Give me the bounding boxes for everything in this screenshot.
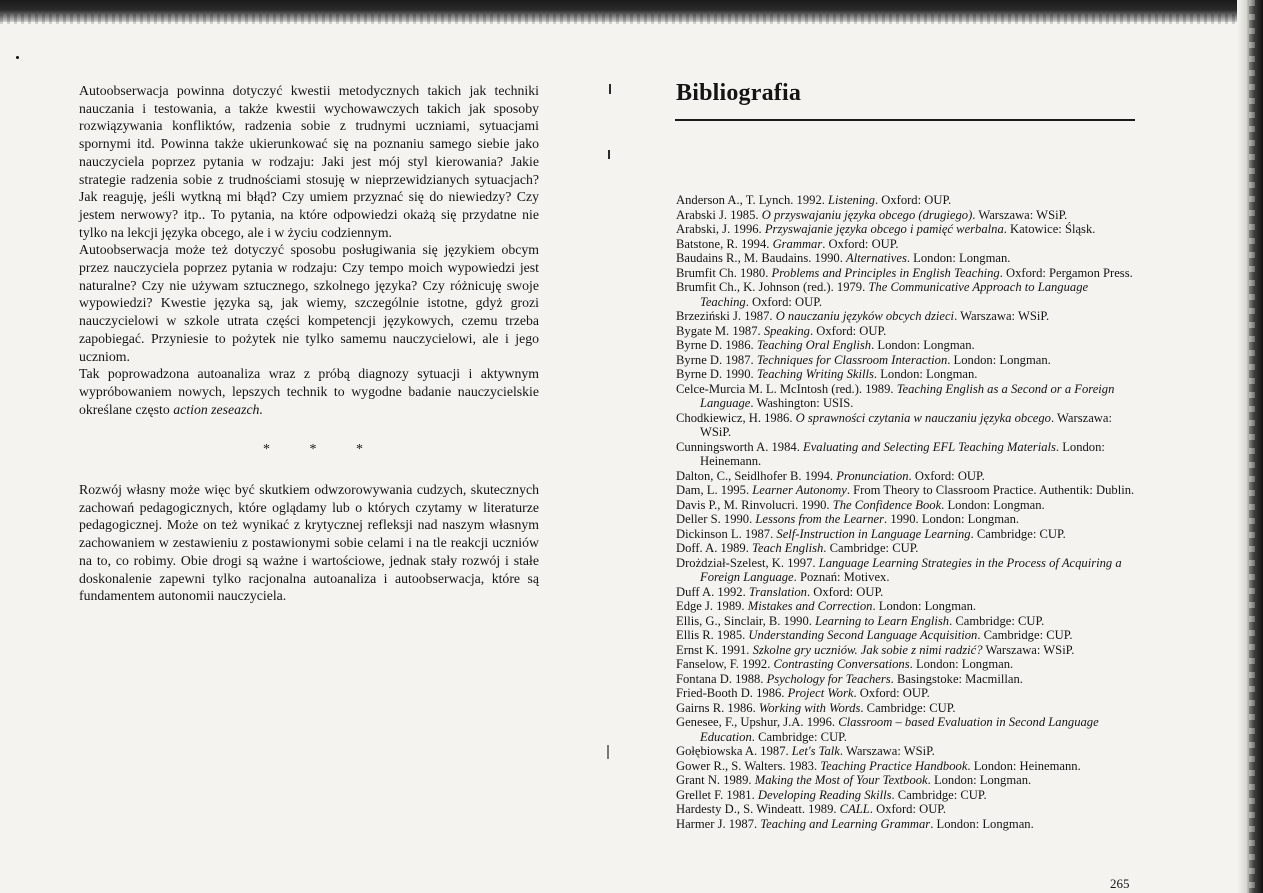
bibliography-entry [676,628,1138,643]
entry-publisher: . Oxford: OUP. [908,468,985,483]
entry-publisher: . Warszawa: WSiP. [972,207,1068,222]
page-number: 265 [1110,876,1130,891]
entry-title: Project Work [787,686,854,700]
entry-author: Fanselow, F. 1992. [676,657,774,671]
entry-author: Dalton, C., Seidlhofer B. 1994. [676,468,837,483]
entry-author: Dam, L. 1995. [676,483,753,497]
entry-title: Self-Instruction in Language Learning [776,526,971,541]
bibliography-entry [676,686,1138,701]
entry-title: Working with Words [758,700,861,715]
entry-author: Gairns R. 1986. [676,700,759,715]
entry-title: Teaching Writing Skills [756,367,874,381]
entry-publisher: . London: Longman. [909,657,1014,671]
entry-title: Contrasting Conversations [773,657,910,671]
bibliography-entry [676,599,1138,614]
bibliography-entry [676,222,1138,237]
entry-author: Grellet F. 1981. [676,787,758,802]
entry-author: Arabski, J. 1996. [676,222,765,236]
entry-publisher: . London: Longman. [872,599,977,613]
entry-title: Mistakes and Correction [747,599,873,613]
entry-publisher: . Oxford: OUP. [806,584,884,599]
bibliography-entry [676,237,1138,252]
entry-author: Byrne D. 1987. [676,352,757,367]
entry-title: Classroom – based Evaluation in Second Language Education [700,715,1099,744]
entry-publisher: . Cambridge: CUP. [823,541,919,555]
entry-author: Ellis, G., Sinclair, B. 1990. [676,613,816,628]
entry-publisher: . Cambridge: CUP. [949,613,1045,628]
bibliography-entry [676,367,1138,382]
entry-title: Teaching English as a Second or a Foreign Language [700,381,1115,410]
entry-publisher: . Cambridge: CUP. [977,628,1073,642]
bibliography-entry [676,193,1138,208]
entry-publisher: . From Theory to Classroom Practice. Authentik: Dublin. [846,483,1135,497]
entry-author: Gołębiowska A. 1987. [676,744,792,758]
entry-author: Celce-Murcia M. L. McIntosh (red.). 1989. [676,381,897,396]
entry-author: Brumfit Ch., K. Johnson (red.). 1979. [676,280,869,294]
entry-publisher: . Poznań: Motivex. [793,570,890,584]
entry-publisher: . 1990. London: Longman. [884,512,1020,526]
bibliography-entry [676,643,1138,658]
entry-title: Evaluating and Selecting EFL Teaching Materials [803,439,1056,454]
entry-publisher: . Oxford: OUP. [809,323,887,338]
entry-title: Developing Reading Skills [757,787,892,802]
bibliography-entry [676,382,1138,411]
bibliography-entry [676,817,1138,832]
scan-speck [16,56,19,59]
bibliography-entry [676,498,1138,513]
entry-author: Harmer J. 1987. [676,816,761,831]
entry-publisher: . Oxford: OUP. [869,802,947,816]
entry-author: Grant N. 1989. [676,773,755,787]
entry-title: The Confidence Book [832,497,942,512]
bibliography-entry [676,512,1138,527]
entry-title: Language Learning Strategies in the Process of Acquiring a Foreign Language [700,555,1122,584]
entry-author: Bygate M. 1987. [676,323,764,338]
entry-author: Fontana D. 1988. [676,671,767,686]
title-rule [675,119,1135,121]
bibliography-entry [676,802,1138,817]
bibliography-entry [676,788,1138,803]
entry-publisher: . Cambridge: CUP. [891,787,987,802]
entry-author: Anderson A., T. Lynch. 1992. [676,193,829,207]
entry-title: The Communicative Approach to Language Teaching [700,280,1089,309]
entry-author: Doff. A. 1989. [676,541,753,555]
entry-author: Batstone, R. 1994. [676,236,773,251]
entry-title: Speaking [763,323,810,338]
bibliography-entry [676,614,1138,629]
entry-title: Listening [828,193,875,207]
entry-title: Przyswajanie języka obcego i pamięć werbalna [764,222,1004,236]
bibliography-entry [676,440,1138,469]
entry-publisher: . London: Longman. [927,773,1032,787]
entry-publisher: . Warszawa: WSiP. [700,410,1112,439]
entry-author: Edge J. 1989. [676,599,748,613]
bibliography-entry [676,251,1138,266]
bibliography-entry [676,469,1138,484]
entry-title: Learner Autonomy [752,483,847,497]
entry-publisher: . London: Longman. [930,816,1034,831]
entry-publisher: . Oxford: Pergamon Press. [999,265,1133,280]
entry-title: Let's Talk [791,744,840,758]
entry-author: Cunningsworth A. 1984. [676,439,803,454]
entry-title: Psychology for Teachers [766,671,891,686]
entry-author: Davis P., M. Rinvolucri. 1990. [676,497,833,512]
paragraph: Autoobserwacja może też dotyczyć sposobu posługiwania się językiem obcym przez nauczyciela poprzez pytania w rodzaju: Czy tempo moich wypowiedzi jest naturalne? Czy nie używam sztucznego, szkolnego języka? Czy różnicuję swoje wypowiedzi? Kwestie języka są, jak wiemy, szczególnie istotne, gdyż grozi nauczycielowi w szkole utrata części kompetencji językowych, czemu trzeba zapobiegać. Przyniesie to pożytek nie tylko samemu nauczycielowi, ale i jego uczniom. [79,242,539,364]
entry-title: Grammar [772,236,823,251]
bibliography-entry [676,715,1138,744]
bibliography-entry [676,353,1138,368]
bibliography-entry [676,657,1138,672]
entry-publisher: . Basingstoke: Macmillan. [890,671,1023,686]
entry-title: Lessons from the Learner [755,512,885,526]
gutter-mark [609,84,611,94]
entry-title: Teaching Oral English [756,338,872,352]
left-page-text [79,82,539,605]
scan-right-noise [1249,0,1255,893]
entry-author: Hardesty D., S. Windeatt. 1989. [676,802,840,816]
bibliography-entry [676,585,1138,600]
entry-author: Fried-Booth D. 1986. [676,686,788,700]
entry-publisher: . Cambridge: CUP. [751,729,847,744]
entry-title: Teaching and Learning Grammar [760,816,931,831]
bibliography-entry [676,309,1138,324]
bibliography-entry [676,483,1138,498]
entry-publisher: . Oxford: OUP. [822,236,899,251]
entry-publisher: . Warszawa: WSiP. [954,309,1050,323]
entry-title: O sprawności czytania w nauczaniu języka obcego [795,410,1051,425]
paragraph [79,365,539,418]
entry-author: Byrne D. 1986. [676,338,757,352]
entry-publisher: . London: Longman. [941,497,1045,512]
entry-publisher: . London: Longman. [906,251,1011,265]
paragraph: Rozwój własny może więc być skutkiem odwzorowywania cudzych, skutecznych zachowań pedagogicznych, które oglądamy lub o których czytamy w literaturze pedagogicznej. Może on też wynikać z krytycznej refleksji nad naszym własnym zachowaniem w zestawieniu z postawionymi sobie celami i na tle reakcji uczniów na to, co robimy. Obie drogi są ważne i wartościowe, jednak stały rozwój i stałe doskonalenie zapewni tylko racjonalna autoanaliza i autoobserwacja, które są fundamentem autonomii nauczyciela. [79,482,539,604]
paragraph: Autoobserwacja powinna dotyczyć kwestii metodycznych takich jak techniki nauczania i testowania, a także kwestii wychowawczych takich jak sposoby rozwiązywania konfliktów, radzenia sobie z trudnymi uczniami, sytuacjami spornymi itd. Powinna także ukierunkować się na poznaniu samego siebie jako nauczyciela poprzez pytania w rodzaju: Jaki jest mój styl kierowania? Jakie strategie radzenia sobie z trudnościami stosuję w nieprzewidzianych sytuacjach? Jak reaguję, jeśli wytkną mi błąd? Czy umiem przyznać się do niewiedzy? Czy jestem nerwowy? itp.. To pytania, na które odpowiedzi okażą się przydatne nie tylko na lekcji języka obcego, ale i w życiu codziennym. [79,83,539,240]
entry-publisher: . Cambridge: CUP. [860,700,956,715]
entry-publisher: . London: Heinemann. [967,758,1081,773]
entry-author: Brzeziński J. 1987. [676,309,776,323]
page-title: Bibliografia [676,80,802,106]
bibliography-entry [676,701,1138,716]
entry-title: Pronunciation [836,468,909,483]
entry-title: O przyswajaniu języka obcego (drugiego) [761,207,973,222]
entry-title: Understanding Second Language Acquisition [748,628,978,642]
entry-author: Drożdział-Szelest, K. 1997. [676,555,819,570]
entry-publisher: . London: Longman. [947,352,1051,367]
entry-author: Duff A. 1992. [676,584,749,599]
entry-author: Baudains R., M. Baudains. 1990. [676,251,847,265]
bibliography-entry [676,280,1138,309]
section-separator: * * * [263,442,381,458]
bibliography-entry [676,672,1138,687]
entry-publisher: . Washington: USIS. [750,396,854,410]
entry-publisher: . London: Heinemann. [700,439,1105,468]
bibliography-entry [676,266,1138,281]
entry-author: Gower R., S. Walters. 1983. [676,758,821,773]
bibliography-entry [676,411,1138,440]
entry-publisher: . London: Longman. [873,367,978,381]
entry-title: Teach English [752,541,824,555]
bibliography-list [676,193,1138,831]
entry-author: Ellis R. 1985. [676,628,749,642]
bibliography-entry [676,773,1138,788]
entry-author: Ernst K. 1991. [676,642,753,657]
entry-publisher: . Cambridge: CUP. [970,526,1066,541]
entry-title: Translation [748,584,807,599]
entry-title: Learning to Learn English [815,613,950,628]
entry-title: CALL [839,802,870,816]
entry-author: Brumfit Ch. 1980. [676,265,772,280]
bibliography-entry [676,338,1138,353]
gutter-mark [608,150,610,159]
entry-publisher: . London: Longman. [871,338,975,352]
entry-title: Techniques for Classroom Interaction [756,352,948,367]
entry-publisher: . Oxford: OUP. [874,193,952,207]
entry-publisher: Warszawa: WSiP. [982,642,1075,657]
entry-publisher: . Oxford: OUP. [853,686,930,700]
entry-publisher: . Warszawa: WSiP. [839,744,935,758]
entry-title: Szkolne gry uczniów. Jak sobie z nimi radzić? [752,642,983,657]
bibliography-entry [676,759,1138,774]
bibliography-entry [676,208,1138,223]
bibliography-entry [676,556,1138,585]
entry-author: Deller S. 1990. [676,512,756,526]
bibliography-entry [676,324,1138,339]
entry-title: Alternatives [846,251,907,265]
entry-publisher: . Katowice: Śląsk. [1003,222,1096,236]
bibliography-entry [676,527,1138,542]
entry-author: Arabski J. 1985. [676,207,762,222]
entry-author: Chodkiewicz, H. 1986. [676,410,796,425]
gutter-mark [607,745,609,759]
entry-title: Making the Most of Your Textbook [754,773,928,787]
entry-author: Genesee, F., Upshur, J.A. 1996. [676,715,839,729]
scan-top-noise [0,14,1263,24]
entry-author: Dickinson L. 1987. [676,526,777,541]
entry-publisher: . Oxford: OUP. [745,294,822,309]
bibliography-entry [676,744,1138,759]
entry-author: Byrne D. 1990. [676,367,757,381]
bibliography-entry [676,541,1138,556]
paragraph-italic-term: action zeseazch. [173,401,263,417]
entry-title: Teaching Practice Handbook [820,758,968,773]
entry-title: Problems and Principles in English Teaching [771,265,1000,280]
paragraph-text: Tak poprowadzona autoanaliza wraz z próbą diagnozy sytuacji i aktywnym wypróbowaniem nowych, lepszych technik to wygodne badanie nauczycielskie określane często [79,366,539,417]
entry-title: O nauczaniu języków obcych dzieci [775,309,955,323]
